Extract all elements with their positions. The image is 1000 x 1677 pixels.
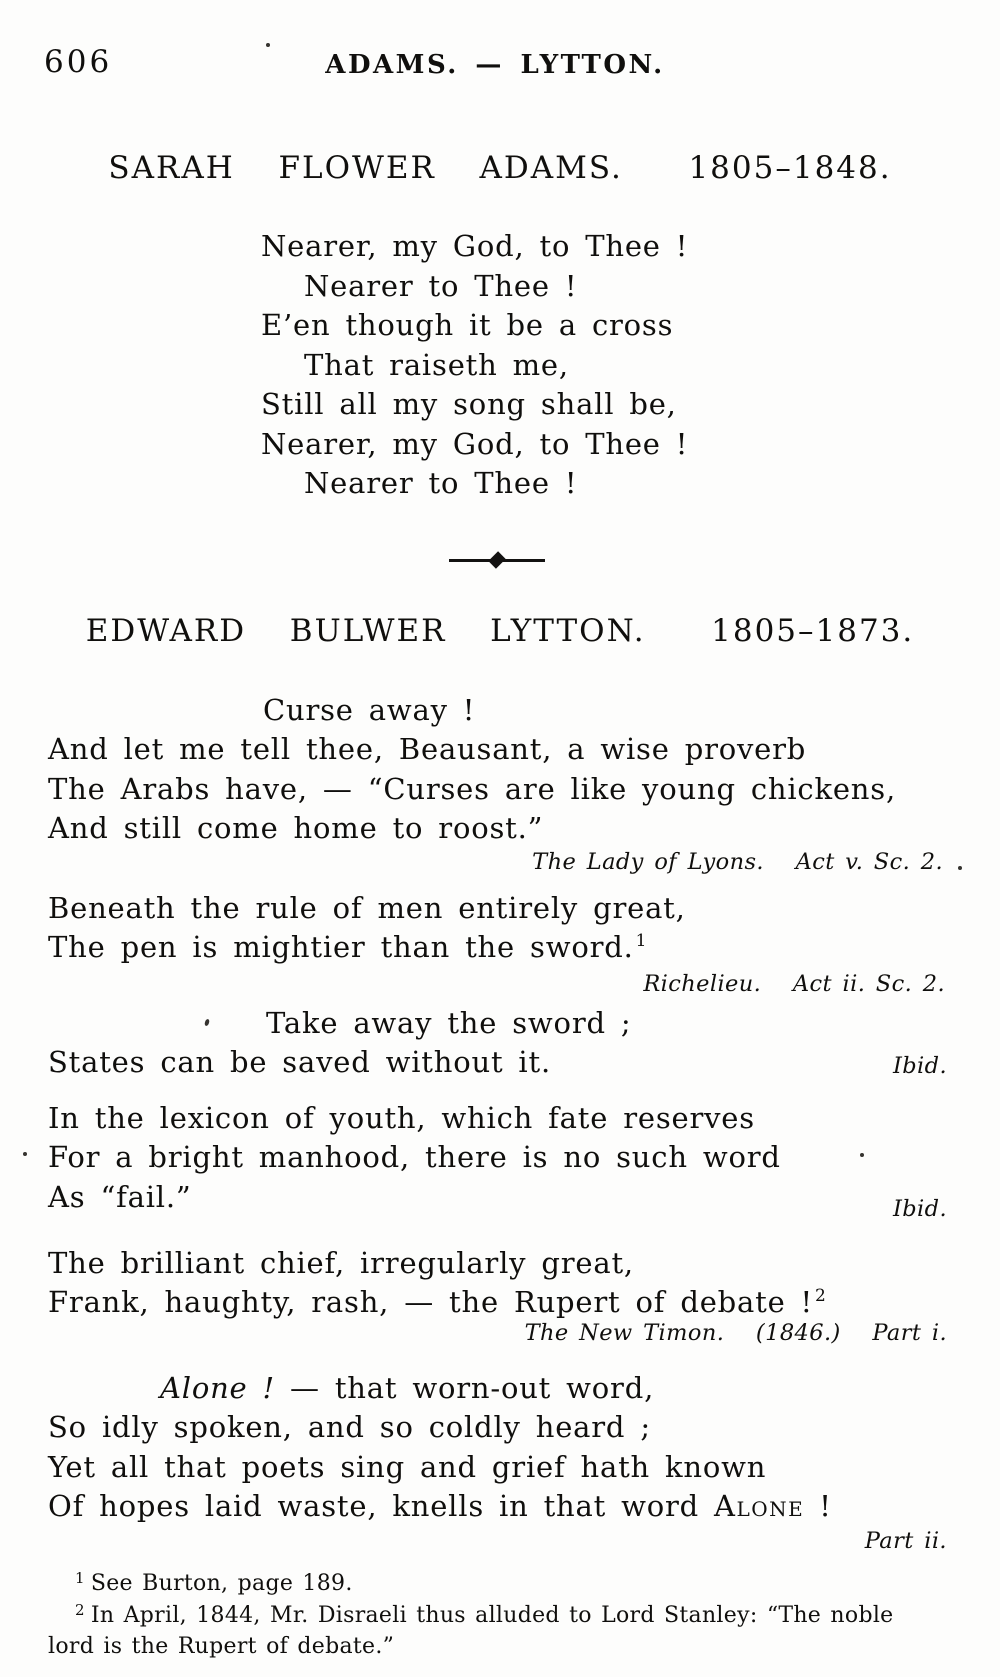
page-number: 606 xyxy=(44,44,113,80)
attribution-ibid: Ibid. xyxy=(892,1196,947,1222)
quote-line: Yet all that poets sing and grief hath known xyxy=(48,1449,767,1484)
quote-line xyxy=(48,1283,928,1322)
quote-line xyxy=(48,928,928,967)
footnote-1-text: See Burton, page 189. xyxy=(90,1571,353,1596)
footnote-2 xyxy=(48,1600,928,1632)
quote-line: Beneath the rule of men entirely great, xyxy=(48,891,686,925)
poem-line: That raiseth me, xyxy=(304,347,569,382)
running-header: ADAMS. — LYTTON. xyxy=(325,50,665,80)
quote-alone xyxy=(48,1369,928,1527)
quote-line: Curse away ! xyxy=(263,693,476,727)
quote-line: In the lexicon of youth, which fate reserves xyxy=(48,1101,755,1135)
quote-line: For a bright manhood, there is no such word xyxy=(48,1140,781,1175)
quote-line xyxy=(48,1369,928,1408)
attribution-ibid: Ibid. xyxy=(892,1053,947,1079)
scan-speck xyxy=(23,1152,27,1156)
italic-word-alone: Alone ! xyxy=(160,1371,275,1405)
poem-line: Nearer, my God, to Thee ! xyxy=(261,426,689,461)
quote-curse-away xyxy=(48,691,928,849)
adams-section-heading: SARAH FLOWER ADAMS. 1805–1848. xyxy=(108,150,892,186)
quote-line-text: — that worn-out word, xyxy=(275,1371,655,1405)
quote-line: And let me tell thee, Beausant, a wise proverb xyxy=(48,732,807,767)
footnote-2-continued: lord is the Rupert of debate.” xyxy=(48,1634,395,1659)
lytton-section-heading: EDWARD BULWER LYTTON. 1805–1873. xyxy=(85,613,915,649)
footnote-marker-2: 2 xyxy=(815,1286,827,1307)
poem-line: Nearer to Thee ! xyxy=(304,268,578,303)
adams-poem xyxy=(261,227,688,504)
footnote-1-marker: 1 xyxy=(75,1569,85,1587)
quote-line: So idly spoken, and so coldly heard ; xyxy=(48,1410,651,1445)
footnote-2-marker: 2 xyxy=(75,1600,85,1619)
quote-line: As “fail.” xyxy=(48,1179,192,1214)
footnote-2-text: In April, 1844, Mr. Disraeli thus alluded to Lord Stanley: “The noble xyxy=(90,1602,894,1628)
smallcaps-word-alone: Alone xyxy=(714,1489,805,1524)
quote-line-text: The pen is mightier than the sword. xyxy=(48,930,634,965)
poem-line: E’en though it be a cross xyxy=(261,308,674,342)
quote-line-text: Frank, haughty, rash, — the Rupert of debate ! xyxy=(48,1285,813,1320)
quote-lexicon-of-youth xyxy=(48,1099,928,1217)
divider-diamond-icon xyxy=(488,551,505,568)
scan-speck xyxy=(958,866,962,870)
poem-line: Still all my song shall be, xyxy=(261,387,677,421)
poem-line: Nearer, my God, to Thee ! xyxy=(261,229,689,263)
footnotes-block xyxy=(48,1568,928,1663)
attribution-lady-of-lyons: The Lady of Lyons. Act v. Sc. 2. xyxy=(532,849,943,875)
scan-speck xyxy=(266,43,270,47)
attribution-richelieu: Richelieu. Act ii. Sc. 2. xyxy=(643,971,945,997)
section-divider-ornament xyxy=(449,553,545,567)
quote-line-text: ! xyxy=(804,1489,832,1524)
quote-line: Take away the sword ; xyxy=(266,1006,632,1040)
attribution-new-timon: The New Timon. (1846.) Part i. xyxy=(524,1320,947,1346)
quote-brilliant-chief xyxy=(48,1244,928,1323)
divider-rule-right xyxy=(501,559,545,562)
quote-take-away-sword xyxy=(48,1004,928,1083)
quote-line-text: Of hopes laid waste, knells in that word xyxy=(48,1489,715,1524)
footnote-marker-1: 1 xyxy=(635,931,648,952)
quote-line: The Arabs have, — “Curses are like young chickens, xyxy=(48,771,896,806)
divider-rule-left xyxy=(449,559,493,562)
quote-line xyxy=(48,1487,928,1526)
quote-pen-mightier xyxy=(48,889,928,968)
footnote-1 xyxy=(48,1568,928,1600)
quote-line: States can be saved without it. xyxy=(48,1045,551,1080)
scan-speck xyxy=(860,1153,864,1157)
quote-line: The brilliant chief, irregularly great, xyxy=(48,1246,634,1280)
quote-line: And still come home to roost.” xyxy=(48,811,544,846)
poem-line: Nearer to Thee ! xyxy=(304,466,578,500)
attribution-part-ii: Part ii. xyxy=(864,1528,947,1554)
